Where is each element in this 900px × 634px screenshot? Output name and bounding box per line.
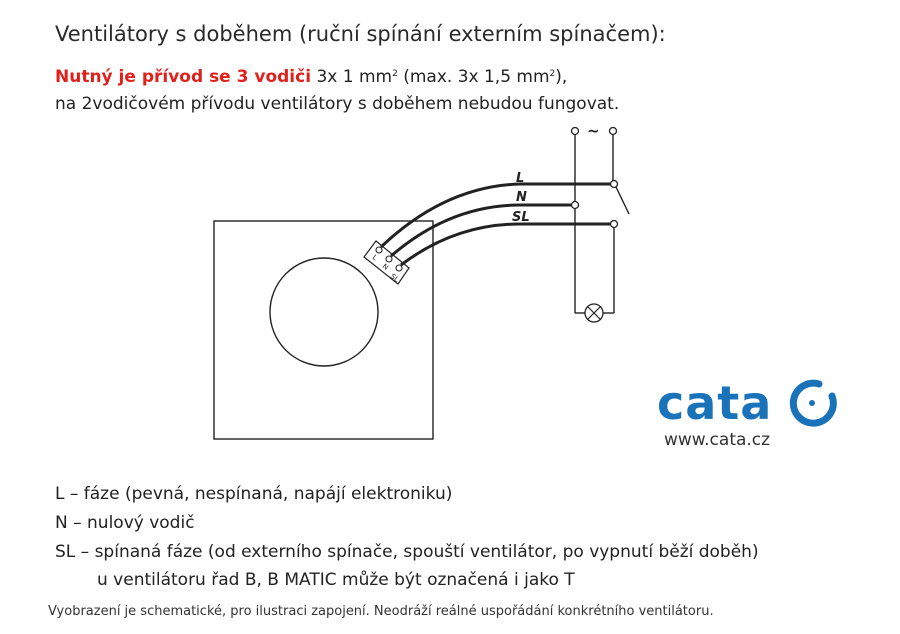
junction-l — [611, 181, 618, 188]
terminal-label-sl: SL — [388, 272, 401, 284]
terminal-l — [376, 247, 382, 253]
requirement-highlight: Nutný je přívod se 3 vodiči — [55, 67, 312, 87]
ac-symbol: ~ — [587, 122, 600, 140]
wire-label-l: L — [516, 171, 525, 186]
external-switch — [616, 187, 629, 214]
legend-item-n: N – nulový vodič — [55, 513, 195, 533]
terminal-label-n: N — [380, 262, 390, 272]
junction-n — [572, 202, 579, 209]
terminal-n — [386, 256, 392, 262]
brand-url[interactable]: www.cata.cz — [664, 430, 771, 450]
supply-terminal-n — [572, 128, 579, 135]
two-wire-warning: na 2vodičovém přívodu ventilátory s doběhem nebudou fungovat. — [55, 94, 620, 114]
cata-logo: cata — [657, 376, 773, 430]
wire-n — [391, 205, 574, 256]
requirement-text-c: ), — [555, 67, 568, 87]
superscript-a: 2 — [392, 69, 398, 79]
superscript-b: 2 — [549, 69, 556, 79]
requirement-text-a: 3x 1 mm — [311, 67, 393, 87]
legend-item-sl: SL – spínaná fáze (od externího spínače, spouští ventilátor, po vypnutí běží doběh) — [55, 542, 759, 562]
wire-label-sl: SL — [512, 210, 530, 225]
requirement-text-b: (max. 3x 1,5 mm — [397, 67, 550, 87]
cata-logo-mark — [793, 383, 833, 423]
terminal-sl — [396, 265, 402, 271]
page-title: Ventilátory s doběhem (ruční spínání externím spínačem): — [55, 22, 666, 46]
lamp-icon — [585, 304, 603, 322]
legend-item-sl-note: u ventilátoru řad B, B MATIC může být označená i jako T — [97, 570, 575, 590]
supply-terminal-l — [610, 128, 617, 135]
footnote: Vyobrazení je schematické, pro ilustraci zapojení. Neodráží reálné uspořádání konkrétního ventilátoru. — [48, 604, 714, 619]
fan-impeller — [270, 258, 378, 366]
legend-item-l: L – fáze (pevná, nespínaná, napájí elektroniku) — [55, 484, 453, 504]
wire-label-n: N — [516, 190, 527, 205]
terminal-label-l: L — [370, 253, 379, 262]
fan-housing — [214, 221, 433, 439]
junction-sl — [611, 221, 618, 228]
